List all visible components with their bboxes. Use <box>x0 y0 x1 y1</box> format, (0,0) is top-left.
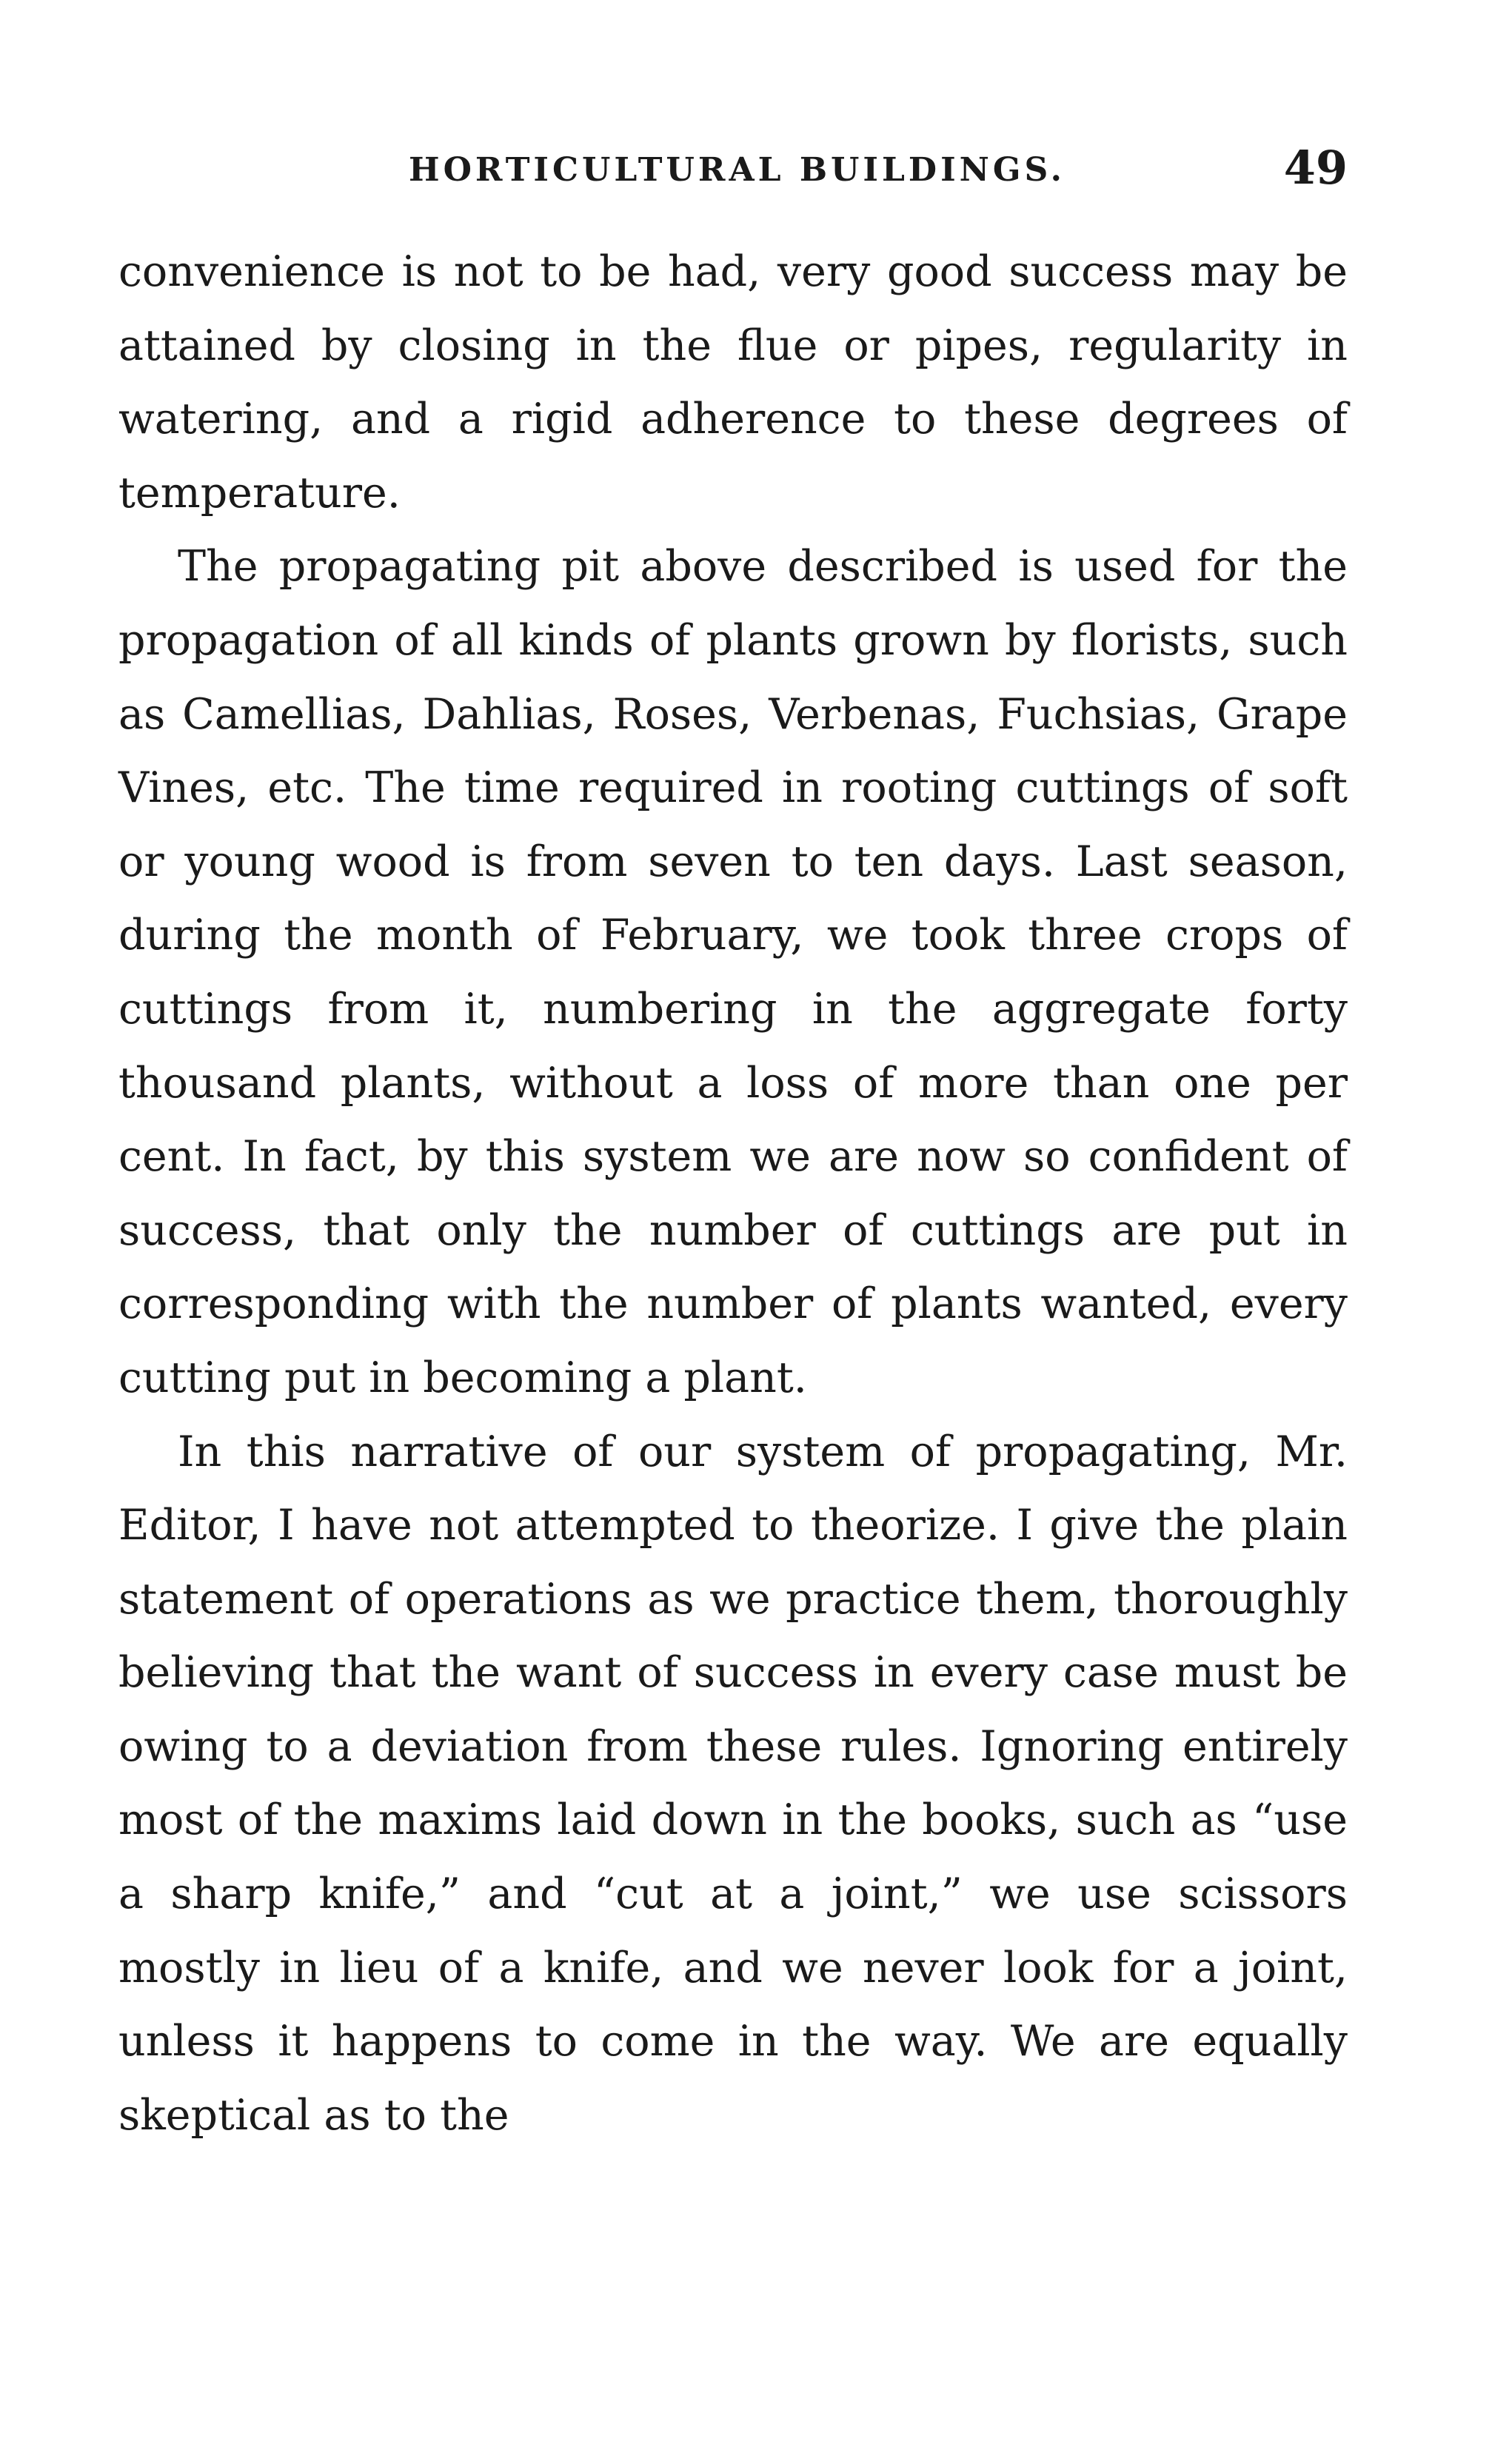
page-number: 49 <box>1283 141 1348 195</box>
paragraph-narrative: In this narrative of our system of propagating, Mr. Editor, I have not attempted to theorize. I give the plain statement of operations as we practice them, thoroughly believing that the want of success in every case must be owing to a deviation from these rules. Ignoring entirely most of the maxims laid down in the books, such as “use a sharp knife,” and “cut at a joint,” we use scissors mostly in lieu of a knife, and we never look for a joint, unless it happens to come in the way. We are equally skeptical as to the <box>118 1427 1348 2140</box>
body-text <box>118 235 1348 2152</box>
page-header <box>118 141 1348 200</box>
running-head: HORTICULTURAL BUILDINGS. <box>409 151 1066 189</box>
paragraph-continuation: convenience is not to be had, very good success may be attained by closing in the flue or pipes, regularity in watering, and a rigid adherence to these degrees of temperature. <box>118 247 1348 518</box>
paragraph-propagating-pit: The propagating pit above described is used for the propagation of all kinds of plants grown by florists, such as Camellias, Dahlias, Roses, Verbenas, Fuchsias, Grape Vines, etc. The time required in rooting cuttings of soft or young wood is from seven to ten days. Last season, during the month of February, we took three crops of cuttings from it, numbering in the aggregate forty thousand plants, without a loss of more than one per cent. In fact, by this system we are now so confident of success, that only the number of cuttings are put in corresponding with the number of plants wanted, every cutting put in becoming a plant. <box>118 542 1348 1402</box>
